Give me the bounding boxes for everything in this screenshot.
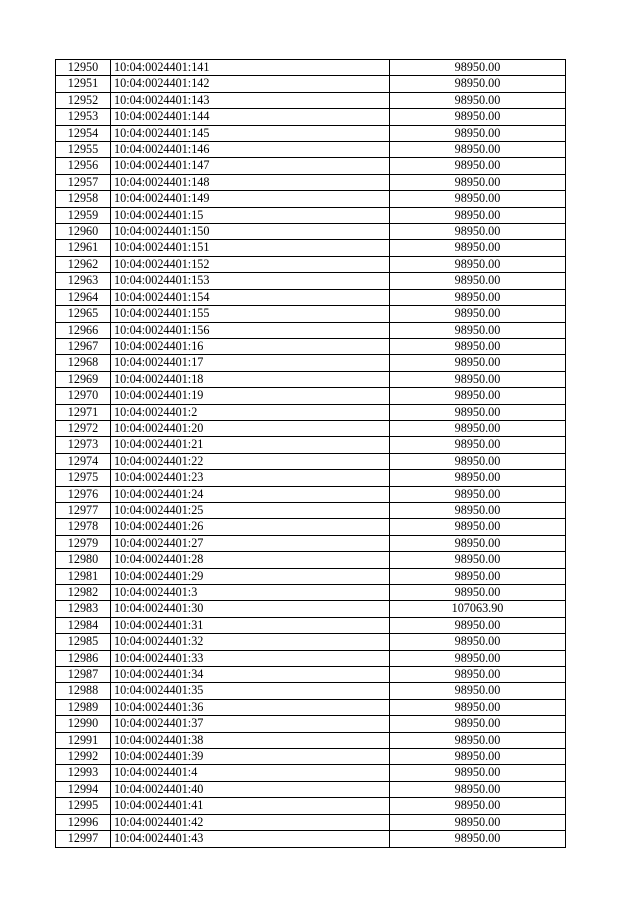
value-cell: 98950.00: [390, 322, 566, 338]
cadastral-number-cell: 10:04:0024401:2: [111, 404, 390, 420]
table-row: [56, 404, 566, 420]
table-row: [56, 388, 566, 404]
row-number-cell: 12960: [56, 224, 111, 240]
value-cell: 98950.00: [390, 224, 566, 240]
value-cell: 98950.00: [390, 355, 566, 371]
table-row: [56, 617, 566, 633]
table-row: [56, 765, 566, 781]
table-row: [56, 601, 566, 617]
row-number-cell: 12953: [56, 109, 111, 125]
cadastral-number-cell: 10:04:0024401:24: [111, 486, 390, 502]
cadastral-number-cell: 10:04:0024401:23: [111, 470, 390, 486]
row-number-cell: 12970: [56, 388, 111, 404]
cadastral-number-cell: 10:04:0024401:143: [111, 92, 390, 108]
table-row: [56, 240, 566, 256]
table-row: [56, 699, 566, 715]
row-number-cell: 12951: [56, 76, 111, 92]
cadastral-number-cell: 10:04:0024401:32: [111, 634, 390, 650]
cadastral-number-cell: 10:04:0024401:153: [111, 273, 390, 289]
row-number-cell: 12991: [56, 732, 111, 748]
cadastral-number-cell: 10:04:0024401:27: [111, 535, 390, 551]
row-number-cell: 12994: [56, 781, 111, 797]
cadastral-number-cell: 10:04:0024401:144: [111, 109, 390, 125]
row-number-cell: 12987: [56, 667, 111, 683]
table-row: [56, 650, 566, 666]
cadastral-number-cell: 10:04:0024401:150: [111, 224, 390, 240]
value-cell: 98950.00: [390, 781, 566, 797]
value-cell: 98950.00: [390, 174, 566, 190]
table-row: [56, 535, 566, 551]
table-row: [56, 191, 566, 207]
cadastral-number-cell: 10:04:0024401:36: [111, 699, 390, 715]
cadastral-number-cell: 10:04:0024401:148: [111, 174, 390, 190]
value-cell: 98950.00: [390, 273, 566, 289]
cadastral-number-cell: 10:04:0024401:28: [111, 552, 390, 568]
value-cell: 98950.00: [390, 765, 566, 781]
row-number-cell: 12974: [56, 453, 111, 469]
table-row: [56, 667, 566, 683]
table-row: [56, 338, 566, 354]
row-number-cell: 12950: [56, 60, 111, 76]
cadastral-number-cell: 10:04:0024401:3: [111, 585, 390, 601]
table-row: [56, 552, 566, 568]
table-row: [56, 207, 566, 223]
cadastral-number-cell: 10:04:0024401:146: [111, 142, 390, 158]
value-cell: 98950.00: [390, 798, 566, 814]
value-cell: 98950.00: [390, 683, 566, 699]
table-row: [56, 502, 566, 518]
cadastral-number-cell: 10:04:0024401:25: [111, 502, 390, 518]
row-number-cell: 12955: [56, 142, 111, 158]
cadastral-number-cell: 10:04:0024401:22: [111, 453, 390, 469]
value-cell: 98950.00: [390, 453, 566, 469]
value-cell: 98950.00: [390, 552, 566, 568]
row-number-cell: 12993: [56, 765, 111, 781]
row-number-cell: 12969: [56, 371, 111, 387]
table-row: [56, 158, 566, 174]
row-number-cell: 12962: [56, 256, 111, 272]
value-cell: 98950.00: [390, 699, 566, 715]
row-number-cell: 12978: [56, 519, 111, 535]
value-cell: 98950.00: [390, 470, 566, 486]
value-cell: 98950.00: [390, 256, 566, 272]
table-row: [56, 142, 566, 158]
value-cell: 98950.00: [390, 650, 566, 666]
value-cell: 98950.00: [390, 585, 566, 601]
table-row: [56, 289, 566, 305]
cadastral-number-cell: 10:04:0024401:141: [111, 60, 390, 76]
row-number-cell: 12959: [56, 207, 111, 223]
value-cell: 98950.00: [390, 338, 566, 354]
row-number-cell: 12981: [56, 568, 111, 584]
row-number-cell: 12961: [56, 240, 111, 256]
cadastral-number-cell: 10:04:0024401:42: [111, 814, 390, 830]
cadastral-number-cell: 10:04:0024401:34: [111, 667, 390, 683]
row-number-cell: 12977: [56, 502, 111, 518]
table-row: [56, 60, 566, 76]
cadastral-number-cell: 10:04:0024401:39: [111, 749, 390, 765]
table-row: [56, 306, 566, 322]
value-cell: 98950.00: [390, 404, 566, 420]
table-row: [56, 716, 566, 732]
value-cell: 98950.00: [390, 814, 566, 830]
row-number-cell: 12983: [56, 601, 111, 617]
row-number-cell: 12964: [56, 289, 111, 305]
value-cell: 98950.00: [390, 634, 566, 650]
row-number-cell: 12979: [56, 535, 111, 551]
table-row: [56, 355, 566, 371]
cadastral-number-cell: 10:04:0024401:151: [111, 240, 390, 256]
cadastral-number-cell: 10:04:0024401:31: [111, 617, 390, 633]
cadastral-value-table: [55, 59, 566, 848]
table-row: [56, 109, 566, 125]
value-cell: 98950.00: [390, 125, 566, 141]
row-number-cell: 12990: [56, 716, 111, 732]
cadastral-number-cell: 10:04:0024401:156: [111, 322, 390, 338]
value-cell: 98950.00: [390, 191, 566, 207]
value-cell: 98950.00: [390, 207, 566, 223]
value-cell: 98950.00: [390, 486, 566, 502]
cadastral-number-cell: 10:04:0024401:41: [111, 798, 390, 814]
row-number-cell: 12967: [56, 338, 111, 354]
cadastral-number-cell: 10:04:0024401:149: [111, 191, 390, 207]
table-row: [56, 76, 566, 92]
table-row: [56, 486, 566, 502]
value-cell: 98950.00: [390, 142, 566, 158]
cadastral-number-cell: 10:04:0024401:26: [111, 519, 390, 535]
value-cell: 98950.00: [390, 568, 566, 584]
table-row: [56, 634, 566, 650]
table-row: [56, 683, 566, 699]
row-number-cell: 12958: [56, 191, 111, 207]
cadastral-number-cell: 10:04:0024401:15: [111, 207, 390, 223]
row-number-cell: 12971: [56, 404, 111, 420]
table-row: [56, 781, 566, 797]
value-cell: 98950.00: [390, 306, 566, 322]
row-number-cell: 12952: [56, 92, 111, 108]
cadastral-number-cell: 10:04:0024401:154: [111, 289, 390, 305]
table-row: [56, 174, 566, 190]
value-cell: 98950.00: [390, 388, 566, 404]
row-number-cell: 12992: [56, 749, 111, 765]
table-row: [56, 420, 566, 436]
value-cell: 98950.00: [390, 502, 566, 518]
table-row: [56, 749, 566, 765]
row-number-cell: 12966: [56, 322, 111, 338]
row-number-cell: 12996: [56, 814, 111, 830]
cadastral-number-cell: 10:04:0024401:20: [111, 420, 390, 436]
table-row: [56, 568, 566, 584]
cadastral-number-cell: 10:04:0024401:145: [111, 125, 390, 141]
table-row: [56, 831, 566, 847]
table-row: [56, 273, 566, 289]
row-number-cell: 12956: [56, 158, 111, 174]
row-number-cell: 12963: [56, 273, 111, 289]
value-cell: 98950.00: [390, 716, 566, 732]
value-cell: 98950.00: [390, 732, 566, 748]
table-row: [56, 519, 566, 535]
cadastral-number-cell: 10:04:0024401:21: [111, 437, 390, 453]
row-number-cell: 12973: [56, 437, 111, 453]
table-row: [56, 585, 566, 601]
row-number-cell: 12989: [56, 699, 111, 715]
value-cell: 98950.00: [390, 109, 566, 125]
row-number-cell: 12985: [56, 634, 111, 650]
table-row: [56, 470, 566, 486]
cadastral-number-cell: 10:04:0024401:18: [111, 371, 390, 387]
table-body: [56, 60, 566, 848]
cadastral-number-cell: 10:04:0024401:30: [111, 601, 390, 617]
table-row: [56, 732, 566, 748]
row-number-cell: 12986: [56, 650, 111, 666]
value-cell: 98950.00: [390, 519, 566, 535]
row-number-cell: 12954: [56, 125, 111, 141]
table-row: [56, 224, 566, 240]
cadastral-number-cell: 10:04:0024401:17: [111, 355, 390, 371]
value-cell: 98950.00: [390, 60, 566, 76]
cadastral-number-cell: 10:04:0024401:142: [111, 76, 390, 92]
value-cell: 107063.90: [390, 601, 566, 617]
value-cell: 98950.00: [390, 667, 566, 683]
table-row: [56, 125, 566, 141]
table-row: [56, 453, 566, 469]
row-number-cell: 12997: [56, 831, 111, 847]
value-cell: 98950.00: [390, 76, 566, 92]
value-cell: 98950.00: [390, 289, 566, 305]
value-cell: 98950.00: [390, 92, 566, 108]
value-cell: 98950.00: [390, 158, 566, 174]
row-number-cell: 12995: [56, 798, 111, 814]
cadastral-number-cell: 10:04:0024401:38: [111, 732, 390, 748]
cadastral-number-cell: 10:04:0024401:33: [111, 650, 390, 666]
table-row: [56, 437, 566, 453]
row-number-cell: 12980: [56, 552, 111, 568]
cadastral-number-cell: 10:04:0024401:35: [111, 683, 390, 699]
value-cell: 98950.00: [390, 420, 566, 436]
cadastral-number-cell: 10:04:0024401:155: [111, 306, 390, 322]
row-number-cell: 12984: [56, 617, 111, 633]
row-number-cell: 12988: [56, 683, 111, 699]
cadastral-number-cell: 10:04:0024401:43: [111, 831, 390, 847]
value-cell: 98950.00: [390, 535, 566, 551]
cadastral-number-cell: 10:04:0024401:19: [111, 388, 390, 404]
cadastral-number-cell: 10:04:0024401:152: [111, 256, 390, 272]
value-cell: 98950.00: [390, 437, 566, 453]
table-row: [56, 92, 566, 108]
cadastral-number-cell: 10:04:0024401:29: [111, 568, 390, 584]
cadastral-number-cell: 10:04:0024401:16: [111, 338, 390, 354]
row-number-cell: 12957: [56, 174, 111, 190]
row-number-cell: 12976: [56, 486, 111, 502]
cadastral-number-cell: 10:04:0024401:4: [111, 765, 390, 781]
table-row: [56, 256, 566, 272]
row-number-cell: 12972: [56, 420, 111, 436]
value-cell: 98950.00: [390, 617, 566, 633]
value-cell: 98950.00: [390, 749, 566, 765]
row-number-cell: 12968: [56, 355, 111, 371]
row-number-cell: 12965: [56, 306, 111, 322]
cadastral-number-cell: 10:04:0024401:37: [111, 716, 390, 732]
table-row: [56, 322, 566, 338]
value-cell: 98950.00: [390, 240, 566, 256]
row-number-cell: 12975: [56, 470, 111, 486]
value-cell: 98950.00: [390, 831, 566, 847]
table-row: [56, 814, 566, 830]
cadastral-number-cell: 10:04:0024401:40: [111, 781, 390, 797]
cadastral-number-cell: 10:04:0024401:147: [111, 158, 390, 174]
value-cell: 98950.00: [390, 371, 566, 387]
row-number-cell: 12982: [56, 585, 111, 601]
table-row: [56, 798, 566, 814]
table-row: [56, 371, 566, 387]
